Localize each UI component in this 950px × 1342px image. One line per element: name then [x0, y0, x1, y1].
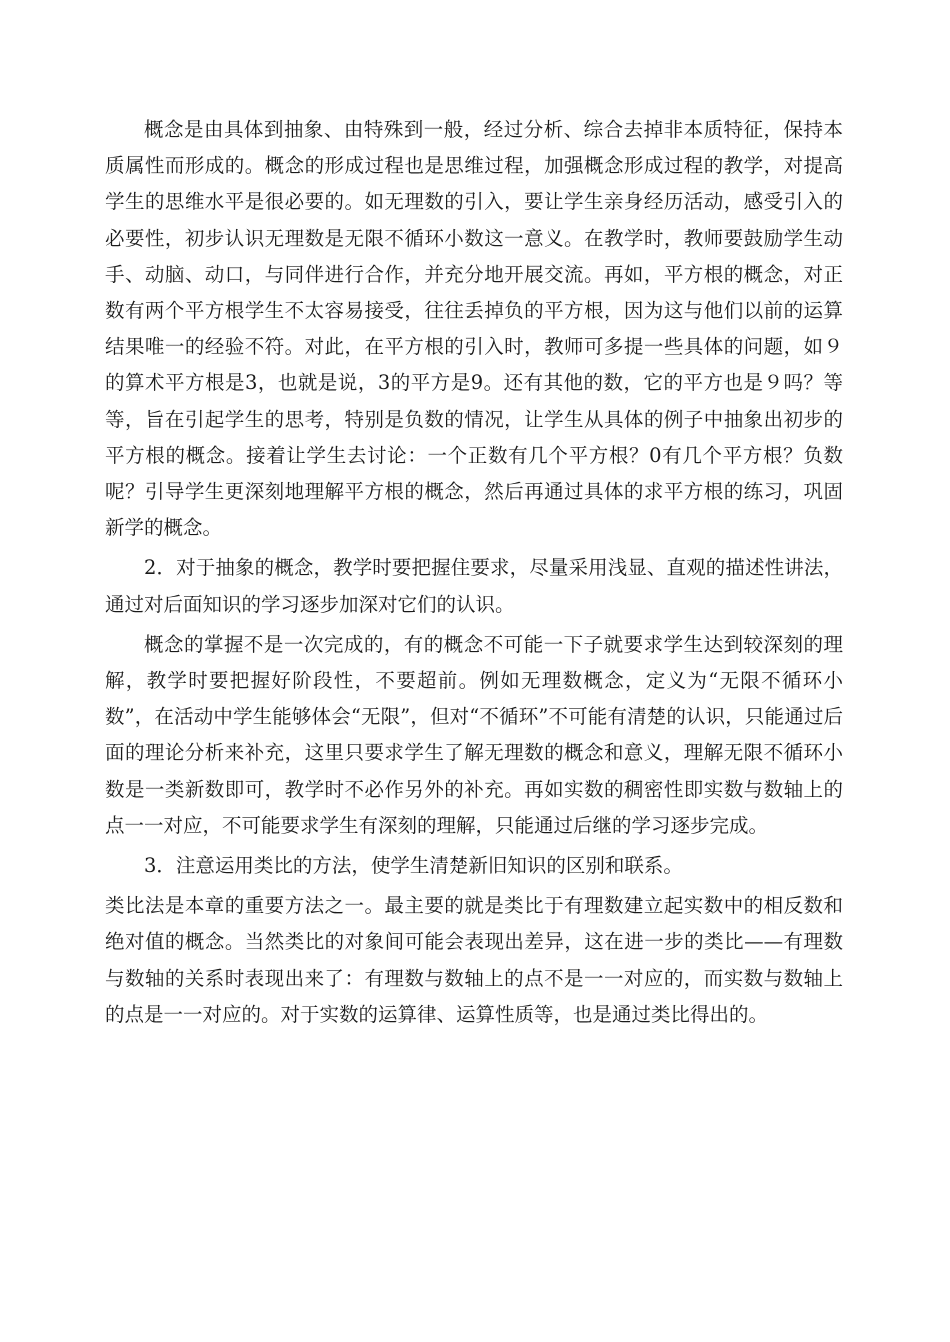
- paragraph-point-3-heading: 3．注意运用类比的方法，使学生清楚新旧知识的区别和联系。: [144, 854, 683, 878]
- paragraph-concept-mastery: 概念的掌握不是一次完成的，有的概念不可能一下子就要求学生达到较深刻的理解，教学时要把握好阶段性，不要超前。例如无理数概念，定义为“无限不循环小数”，在活动中学生能够体会“无限”，但对“不循环”不可能有清楚的认识，只能通过后面的理论分析来补充，这里只要求学生了解无理数的概念和意义，理解无限不循环小数是一类新数即可，教学时不必作另外的补充。再如实数的稠密性即实数与数轴上的点一一对应，不可能要求学生有深刻的理解，只能通过后继的学习逐步完成。: [105, 632, 843, 837]
- paragraph-point-2-heading: 2．对于抽象的概念，教学时要把握住要求，尽量采用浅显、直观的描述性讲法，通过对后面知识的学习逐步加深对它们的认识。: [105, 556, 843, 616]
- paragraph-analogy-method: 类比法是本章的重要方法之一。最主要的就是类比于有理数建立起实数中的相反数和绝对值的概念。当然类比的对象间可能会表现出差异，这在进一步的类比——有理数与数轴的关系时表现出来了：有理数与数轴上的点不是一一对应的，而实数与数轴上的点是一一对应的。对于实数的运算律、运算性质等，也是通过类比得出的。: [105, 894, 843, 1026]
- paragraph-concept-formation: 概念是由具体到抽象、由特殊到一般，经过分析、综合去掉非本质特征，保持本质属性而形成的。概念的形成过程也是思维过程，加强概念形成过程的教学，对提高学生的思维水平是很必要的。如无理数的引入，要让学生亲身经历活动，感受引入的必要性，初步认识无理数是无限不循环小数这一意义。在教学时，教师要鼓励学生动手、动脑、动口，与同伴进行合作，并充分地开展交流。再如，平方根的概念，对正数有两个平方根学生不太容易接受，往往丢掉负的平方根，因为这与他们以前的运算结果唯一的经验不符。对此，在平方根的引入时，教师可多提一些具体的问题，如９的算术平方根是3，也就是说，3的平方是9。还有其他的数，它的平方也是９吗？等等，旨在引起学生的思考，特别是负数的情况，让学生从具体的例子中抽象出初步的平方根的概念。接着让学生去讨论：一个正数有几个平方根？0有几个平方根？负数呢？引导学生更深刻地理解平方根的概念，然后再通过具体的求平方根的练习，巩固新学的概念。: [105, 118, 843, 540]
- document-body: [105, 112, 843, 1037]
